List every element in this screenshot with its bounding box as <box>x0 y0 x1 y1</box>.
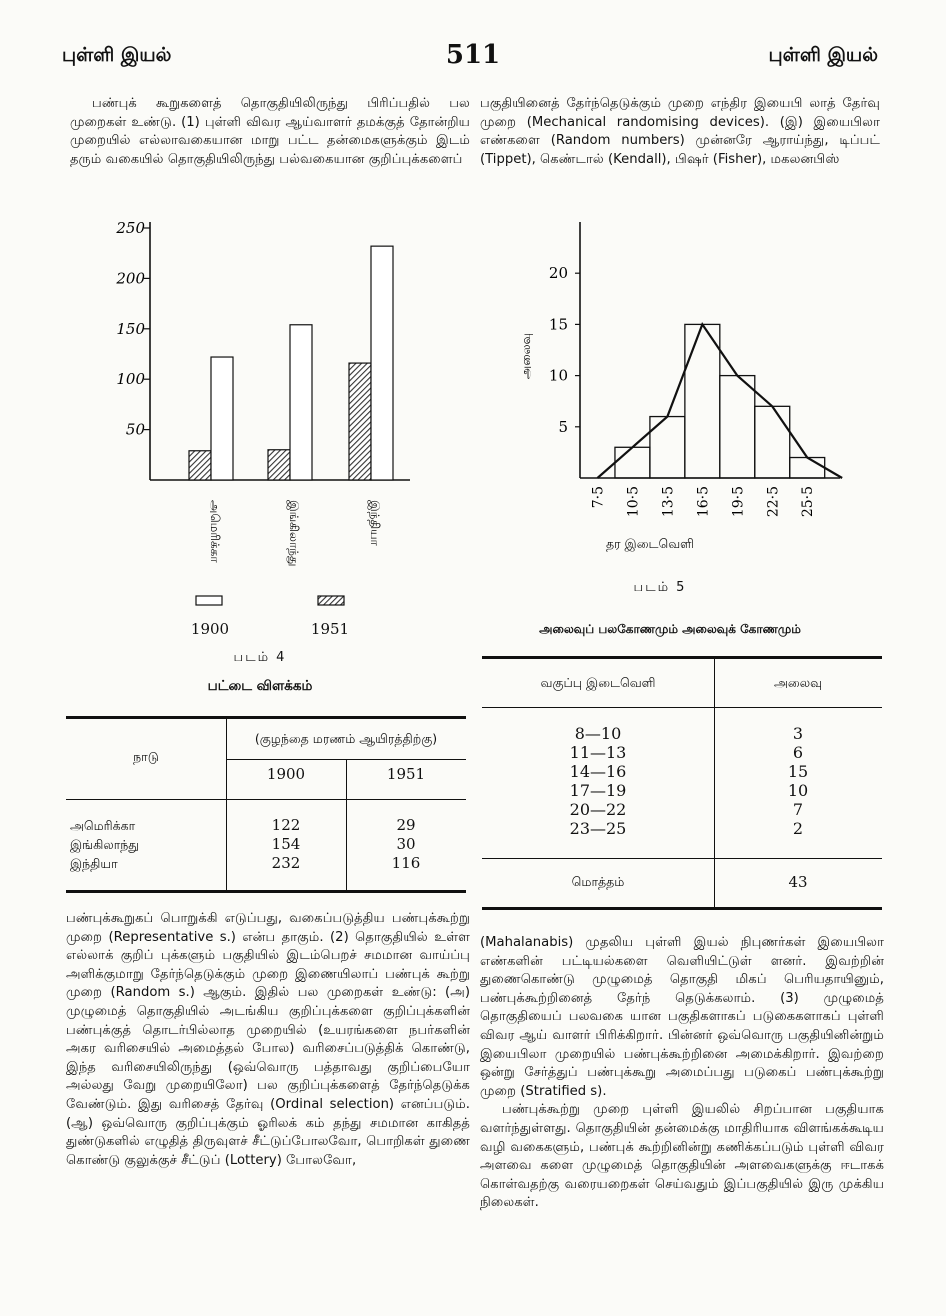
table-row <box>482 724 882 743</box>
bar-1951 <box>349 363 371 480</box>
x-tick-label: 22·5 <box>765 486 782 518</box>
frequency-cell: 15 <box>787 762 809 781</box>
infant-mortality-table <box>66 716 466 893</box>
frequency-cell: 7 <box>792 800 804 819</box>
table-row <box>66 835 466 854</box>
country-name-cell: அமெரிக்கா <box>70 818 136 833</box>
bar-1900 <box>211 357 233 480</box>
top-right-paragraph <box>480 95 880 169</box>
class-interval-cell: 14—16 <box>569 762 627 781</box>
figure-4-caption: படம் 4 <box>233 650 287 665</box>
value-cell: 29 <box>396 816 416 834</box>
figure-5-x-axis-label: தர இடைவெளி <box>605 536 695 551</box>
y-tick-label: 5 <box>558 417 568 436</box>
x-tick-label: 16·5 <box>695 486 712 518</box>
category-label: இந்தியா <box>368 500 382 546</box>
value-cell: 122 <box>271 816 301 834</box>
table-total-label: மொத்தம் <box>571 874 625 889</box>
table-row <box>482 819 882 838</box>
y-tick-label: 150 <box>116 319 145 338</box>
paragraph-text: பண்புக் கூறுகளைத் தொகுதியிலிருந்து பிரிப்பதில் பல முறைகள் உண்டு. (1) புள்ளி விவர ஆய்வாளர் தமக்குத் தோன்றிய முறையில் எல்லாவகையான மாறு பட்ட தன்மைகளுக்கும் இடம் தரும் வகையில் தொகுதியிலிருந்து பல்வகையான குறிப்புக்களைப் <box>70 96 470 167</box>
y-tick-label: 15 <box>548 315 568 334</box>
paragraph-text: பகுதியினைத் தேர்ந்தெடுக்கும் முறை எந்திர இயைபி லாத் தேர்வு முறை (Mechanical randomising devices). (இ) இயைபிலா எண்களை (Random numbers) முன்னரே ஆராய்ந்து, டிப்பட் (Tippet), கெண்டால் (Kendall), பிஷர் (Fisher), மகலனபிஸ் <box>480 96 880 167</box>
class-interval-cell: 23—25 <box>569 819 627 838</box>
figure-4-legend-1951-label: 1951 <box>310 620 350 638</box>
histogram-bar <box>755 406 790 478</box>
y-tick-label: 250 <box>116 219 145 237</box>
value-cell: 154 <box>271 835 301 853</box>
category-label: இங்கிலாந்து <box>287 500 301 567</box>
table-header-frequency: அலைவு <box>773 675 823 690</box>
figure-4-title: பட்டை விளக்கம் <box>207 678 313 694</box>
legend-swatch-1951 <box>318 596 344 605</box>
value-cell: 116 <box>391 854 421 872</box>
x-tick-label: 25·5 <box>800 486 817 518</box>
histogram-bar <box>685 324 720 478</box>
class-interval-cell: 8—10 <box>574 724 622 743</box>
histogram-bar <box>720 376 755 478</box>
page-number: 511 <box>445 40 501 70</box>
table-total-value: 43 <box>788 873 808 891</box>
histogram-bar <box>615 447 650 478</box>
table-row <box>66 854 466 873</box>
frequency-cell: 3 <box>792 724 804 743</box>
table-body <box>482 724 882 838</box>
country-name-cell: இங்கிலாந்து <box>70 837 140 852</box>
y-axis-label: அலைவு <box>519 332 533 380</box>
bar-1900 <box>290 325 312 480</box>
frequency-cell: 2 <box>792 819 804 838</box>
y-tick-label: 100 <box>116 370 145 389</box>
bar-1900 <box>371 246 393 480</box>
frequency-cell: 6 <box>792 743 804 762</box>
legend-swatch-1900 <box>196 596 222 605</box>
x-tick-label: 10·5 <box>625 486 642 518</box>
y-tick-label: 10 <box>548 366 568 385</box>
figure-5-caption: படம் 5 <box>633 580 687 595</box>
table-header-group: (குழந்தை மரணம் ஆயிரத்திற்கு) <box>254 731 438 746</box>
paragraph-text: பண்புக்கூறுகப் பொறுக்கி எடுப்பது, வகைப்படுத்திய பண்புக்கூற்று முறை (Representative s.) என்ப தாகும். (2) தொகுதியில் உள்ள எல்லாக் குறிப் புக்களும் பகுதியில் இடம்பெறச் சமமான வாய்ப்பு அளிக்குமாறு தேர்ந்தெடுக்கும் முறை இணையிலாப் பண்புக் கூற்று முறை (Random s.) ஆகும். இதில் பல முறைகள் உண்டு: (அ) முழுமைத் தொகுதியில் அடங்கிய குறிப்புக்களை குறிப்புக்களின் பண்புக்குத் தொடர்பில்லாத முறையில் (உயரங்களை நபர்களின் அகர வரிசையில் அமைத்தல் போல) வரிசைப்படுத்திக் கொண்டு, இந்த வரிசையிலிருந்து (ஒவ்வொரு பத்தாவது குறிப்பையோ அல்லது வேறு முறையிலோ) பல குறிப்புக்களைத் தேர்ந்தெடுக்க வேண்டும். இது வரிசைத் தேர்வு (Ordinal selection) எனப்படும். (ஆ) ஒவ்வொரு குறிப்புக்கும் ஓரிலக் கம் தந்து சமமான காகிதத் துண்டுகளில் எழுதித் திருவுளச் சீட்டுப்போலவோ, பொறிகள் துணை கொண்டு குலுக்குச் சீட்டுப் (Lottery) போலவோ, <box>66 911 470 1168</box>
value-cell: 30 <box>396 835 416 853</box>
x-tick-label: 13·5 <box>660 486 677 518</box>
paragraph-text: (Mahalanabis) முதலிய புள்ளி இயல் நிபுணர்கள் இயைபிலா எண்களின் பட்டியல்களை வெளியிட்டுள் ளனர். இவற்றின் துணைகொண்டு முழுமைத் தொகுதி மிகப் பெரியதாயினும், பண்புக்கூற்றினைத் தேர்ந் தெடுக்கலாம். (3) முழுமைத் தொகுதியைப் பலவகை யான பகுதிகளாகப் படுகைகளாகப் புள்ளி விவர ஆய் வாளர் பிரிக்கிறார். பின்னர் ஒவ்வொரு பகுதியினின்றும் இயைபிலா முறையில் பண்புக்கூற்றினை அமைக்கிறார். இவற்றை ஒன்று சேர்த்துப் பண்புக்கூறு அமைப்பது படுகைப் பண்புக்கூற்று முறை (Stratified s). <box>480 935 884 1099</box>
country-name-cell: இந்தியா <box>70 856 118 871</box>
table-body <box>66 816 466 873</box>
top-left-paragraph <box>70 95 470 169</box>
class-interval-cell: 17—19 <box>569 781 627 800</box>
frequency-polygon-line <box>597 324 842 478</box>
y-tick-label: 20 <box>548 264 568 283</box>
class-interval-cell: 11—13 <box>569 743 627 762</box>
paragraph-text: பண்புக்கூற்று முறை புள்ளி இயலில் சிறப்பான பகுதியாக வளர்ந்துள்ளது. தொகுதியின் தன்மைக்கு மாதிரியாக விளங்கக்கூடிய வழி வகைகளும், பண்புக் கூற்றினின்று கணிக்கப்படும் புள்ளி விவர அளவை களை முழுமைத் தொகுதியின் அளவைகளுக்கு ஈடாகக் கொள்வதற்கு வரையறைகள் செய்வதும் இப்பகுதியில் இரு முக்கிய நிலைகள். <box>480 1102 884 1211</box>
bottom-right-column <box>480 934 884 1213</box>
table-header-year-1900: 1900 <box>266 765 306 783</box>
histogram-bar <box>790 458 825 478</box>
table-header-year-1951: 1951 <box>386 765 426 783</box>
header-left-title: புள்ளி இயல் <box>62 44 172 66</box>
y-tick-label: 200 <box>116 269 145 288</box>
table-row <box>66 816 466 835</box>
frequency-cell: 10 <box>787 781 809 800</box>
class-interval-cell: 20—22 <box>569 800 627 819</box>
category-label: அமெரிக்கா <box>208 500 222 563</box>
bar-1951 <box>189 451 211 480</box>
histogram-bar <box>650 417 685 478</box>
bar-1951 <box>268 450 290 480</box>
table-row <box>482 800 882 819</box>
x-tick-label: 19·5 <box>730 486 747 518</box>
figure-4-legend-1900-label: 1900 <box>190 620 230 638</box>
header-right-title: புள்ளி இயல் <box>768 44 878 66</box>
table-row <box>482 781 882 800</box>
table-header-class-interval: வகுப்பு இடைவெளி <box>540 675 656 690</box>
table-row <box>482 762 882 781</box>
table-row <box>482 743 882 762</box>
frequency-table <box>482 656 882 910</box>
figure-5-title: அலைவுப் பலகோணமும் அலைவுக் கோணமும் <box>539 622 801 636</box>
table-header-country: நாடு <box>133 749 159 764</box>
x-tick-label: 7·5 <box>590 486 607 509</box>
bottom-left-column <box>66 910 470 1170</box>
y-tick-label: 50 <box>125 420 145 439</box>
value-cell: 232 <box>271 854 301 872</box>
